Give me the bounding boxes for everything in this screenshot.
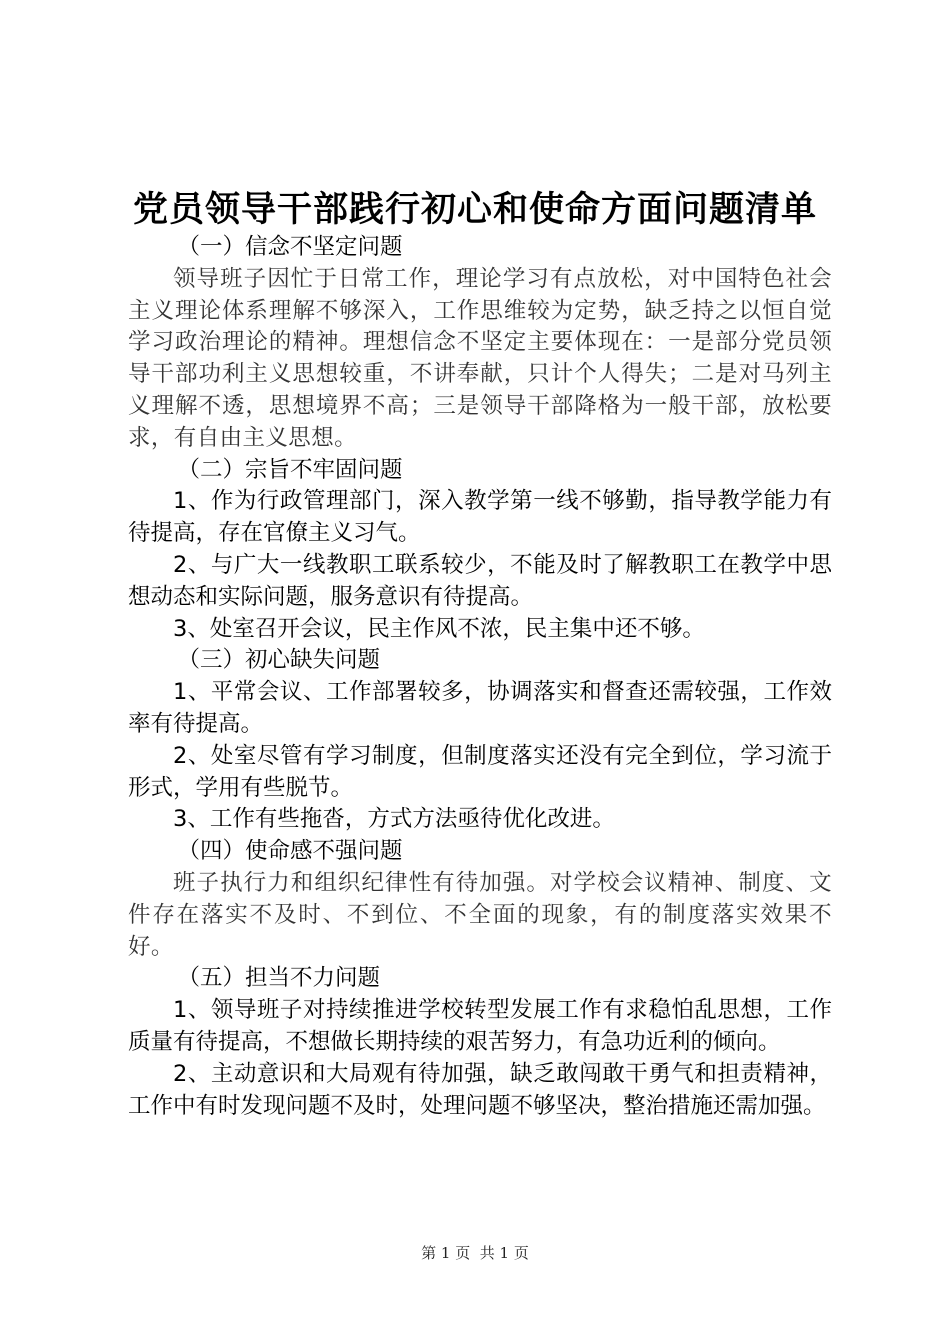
page-footer: [0, 1242, 950, 1264]
section-2-item-2: 2、与广大一线教职工联系较少，不能及时了解教职工在教学中思想动态和实际问题，服务意识有待提高。: [128, 551, 832, 610]
document-title: 党员领导干部践行初心和使命方面问题清单: [132, 189, 817, 230]
section-heading-5: （五）担当不力问题: [177, 965, 381, 992]
document-body: [128, 232, 832, 1122]
section-heading-3: （三）初心缺失问题: [177, 647, 381, 674]
section-2-item-3: 3、处室召开会议，民主作风不浓，民主集中还不够。: [173, 615, 705, 642]
section-heading-2: （二）宗旨不牢固问题: [177, 456, 403, 483]
section-2-item-1: 1、作为行政管理部门，深入教学第一线不够勤，指导教学能力有待提高，存在官僚主义习气。: [128, 488, 832, 547]
section-3-item-3: 3、工作有些拖沓，方式方法亟待优化改进。: [173, 806, 615, 833]
section-3-item-1: 1、平常会议、工作部署较多，协调落实和督查还需较强，工作效率有待提高。: [128, 679, 832, 737]
section-5-item-2: 2、主动意识和大局观有待加强，缺乏敢闯敢干勇气和担责精神，工作中有时发现问题不及时，处理问题不够坚决，整治措施还需加强。: [128, 1060, 832, 1119]
page-number-label: 第 1 页 共 1 页: [421, 1244, 529, 1262]
section-3-item-2: 2、处室尽管有学习制度，但制度落实还没有完全到位，学习流于形式，学用有些脱节。: [128, 742, 832, 801]
section-4-paragraph-1: 班子执行力和组织纪律性有待加强。对学校会议精神、制度、文件存在落实不及时、不到位、不全面的现象，有的制度落实效果不好。: [128, 869, 832, 960]
section-heading-1: （一）信念不坚定问题: [177, 234, 403, 260]
section-1-paragraph-1: 领导班子因忙于日常工作，理论学习有点放松，对中国特色社会主义理论体系理解不够深入，工作思维较为定势，缺乏持之以恒自觉学习政治理论的精神。理想信念不坚定主要体现在：一是部分党员领导干部功利主义思想较重，不讲奉献，只计个人得失；二是对马列主义理解不透，思想境界不高；三是领导干部降格为一般干部，放松要求，有自由主义思想。: [128, 265, 832, 451]
section-heading-4: （四）使命感不强问题: [177, 838, 403, 865]
section-5-item-1: 1、领导班子对持续推进学校转型发展工作有求稳怕乱思想，工作质量有待提高，不想做长期持续的艰苦努力，有急功近利的倾向。: [128, 997, 832, 1055]
